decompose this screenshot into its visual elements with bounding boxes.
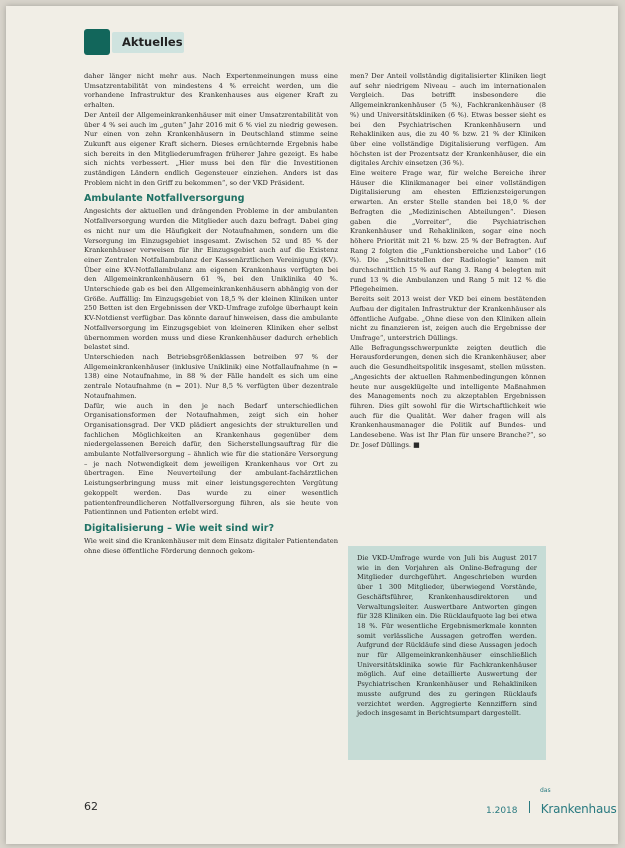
info-box-text: Die VKD-Umfrage wurde von Juli bis August 2017 wie in den Vorjahren als Online-Befragung der Mitglieder durchgeführt. Angeschrieben wurden über 1 300 Mitglieder, überwiegend Vorstände, Geschäftsführer, Krankenhausdirektoren und Verwaltungsleiter. Auswertbare Antworten gingen für 328 Kliniken ein. Die Rücklaufquote lag bei etwa 18 %. Für wesentliche Ergebnismerkmale konnten somit verlässliche Aussagen getroffen werden. Aufgrund der Rückläufe sind diese Aussagen jedoch nur für Allgemeinkrankenhäuser einschließlich Universitätsklinika sowie für Fachkrankenhäuser möglich. Auf eine detaillierte Auswertung der Psychiatrischen Krankenhäuser und Rehakliniken musste aufgrund des zu geringen Rücklaufs verzichtet werden. Aggregierte Kennziffern sind jedoch insgesamt in Berichtsumpart dargestellt. bbox=[357, 554, 537, 718]
paragraph: Dafür, wie auch in den je nach Bedarf unterschiedlichen Organisationsformen der Notaufnahmen, zeigt sich ein hoher Organisationsgrad. Der VKD plädiert angesichts der strukturellen und fachlichen Möglichkeiten an Krankenhaus gegenüber dem niedergelassenen Bereich dafür, den Sicherstellungsauftrag für die ambulante Notfallversorgung – ähnlich wie für die stationäre Versorgung – je nach Notwendigkeit dem jeweiligen Krankenhaus vor Ort zu übertragen. Eine Neuverteilung der ambulant-fachärztlichen Leistungserbringung muss mit einer leistungsgerechten Vergütung gekoppelt werden. Das wurde zu einer wesentlich patientenfreundlicheren Notfallversorgung führen, als sie heute von Patientinnen und Patienten erlebt wird. bbox=[84, 401, 338, 517]
paragraph: Eine weitere Frage war, für welche Bereiche ihrer Häuser die Klinikmanager bei einer vollständigen Digitalisierung am ehesten Effizienzsteigerungen erwarten. An erster Stelle standen bei 18,0 % der Befragten die „Medizinischen Abteilungen“. Diesen gaben die „Vorreiter“, die Psychiatrischen Krankenhäuser und Rehakliniken, sogar eine noch höhere Priorität mit 21 % bzw. 25 % der Befragten. Auf Rang 2 folgten die „Funktionsbereiche und Labor“ (16 %). Die „Schnittstellen der Radiologie“ kamen mit durchschnittlich 15 % auf Rang 3. Rang 4 belegten mit rund 13 % die Ambulanzen und Rang 5 mit 12 % die Pflegeheimen. bbox=[350, 169, 546, 294]
magazine-logo-prefix: das bbox=[540, 787, 551, 794]
paragraph-text: Alle Befragungsschwerpunkte zeigten deutlich die Herausforderungen, denen sich die Krankenhäuser, aber auch die Gesundheitspolitik insgesamt, stellen müssten. „Angesichts der aktuellen Rahmenbedingungen können heute nur ausgeklügelte und intelligente Maßnahmen des Managements noch zu akzeptablen Ergebnissen führen. Dies gilt sowohl für die Wirtschaftlichkeit wie auch für die Qualität. Wer daher fragen will als Krankenhausmanager die Politik auf Bundes- und Landesebene. Was ist Ihr Plan für unsere Branche?“, so Dr. Josef Düllings. bbox=[350, 343, 546, 449]
subheading-notfallversorgung: Ambulante Notfallversorgung bbox=[84, 193, 245, 205]
right-column bbox=[350, 72, 546, 450]
paragraph: Wie weit sind die Krankenhäuser mit dem Einsatz digitaler Patientendaten ohne diese öffentliche Förderung dennoch gekom- bbox=[84, 536, 338, 555]
footer-branding bbox=[486, 787, 617, 816]
section-label: Aktuelles bbox=[112, 32, 184, 53]
page-number: 62 bbox=[84, 800, 98, 813]
paragraph: men? Der Anteil vollständig digitalisierter Kliniken liegt auf sehr niedrigem Niveau – auch im internationalen Vergleich. Das betrifft insbesondere die Allgemeinkrankenhäuser (5 %), Fachkrankenhäuser (8 %) und Universitätskliniken (6 %). Etwas besser sieht es bei den Psychiatrischen Krankenhäusern und Rehakliniken aus, die zu 40 % bzw. 21 % der Kliniken über eine vollständige Digitalisierung verfügen. Am höchsten ist der Prozentsatz der Krankenhäuser, die ein digitales Archiv einsetzen (36 %). bbox=[350, 72, 546, 168]
paragraph bbox=[350, 344, 546, 451]
paragraph: Angesichts der aktuellen und drängenden Probleme in der ambulanten Notfallversorgung wurden die Mitglieder auch dazu befragt. Dabei ging es nicht nur um die Häufigkeit der Notaufnahmen, sondern um die Versorgung im Einzugsgebiet insgesamt. Zwischen 52 und 85 % der Krankenhäuser verweisen für ihr Einzugsgebiet auch auf die Existenz einer Zentralen Notfallambulanz der Kassenärztlichen Vereinigung (KV). Über eine KV-Notfallambulanz am eigenen Krankenhaus verfügten bei den Allgemeinkrankenhäusern 61 %, bei den Uniklinika 40 %. Unterschiede gab es bei den Allgemeinkrankenhäusern abhängig von der Größe. Auffällig: Im Einzugsgebiet von 18,5 % der kleinen Kliniken unter 250 Betten ist den Ergebnissen der VKD-Umfrage zufolge überhaupt kein KV-Notdienst verfügbar. Das könnte darauf hinweisen, dass die ambulante Notfallversorgung im Einzugsgebiet von kleineren Kliniken eher selbst übernommen worden muss und diese Krankenhäuser dadurch erheblich belastet sind. bbox=[84, 207, 338, 352]
issue-number: 1.2018 bbox=[486, 806, 518, 816]
survey-info-box bbox=[348, 546, 546, 760]
end-of-article-mark: ■ bbox=[413, 440, 420, 449]
paragraph: daher länger nicht mehr aus. Nach Expertenmeinungen muss eine Umsatzrentabilität von mindestens 4 % erreicht werden, um die vorhandene Infrastruktur des Krankenhauses aus eigener Kraft zu erhalten. bbox=[84, 72, 338, 110]
paragraph: Unterschieden nach Betriebsgrößenklassen betreiben 97 % der Allgemeinkrankenhäuser (inklusive Uniklinik) eine Notfallaufnahme (n = 138) eine Notaufnahme, in 88 % der Fälle handelt es sich um eine zentrale Notaufnahme (n = 201). Nur 8,5 % verfügten über dezentrale Notaufnahmen. bbox=[84, 352, 338, 400]
magazine-logo: Krankenhaus bbox=[540, 802, 617, 816]
paragraph: Der Anteil der Allgemeinkrankenhäuser mit einer Umsatzrentabilität von über 4 % sei auch im „guten“ Jahr 2016 mit 6 % viel zu niedrig gewesen. Nur einen von zehn Krankenhäusern in Deutschland stimme seine Zukunft aus eigener Kraft sichern. Dieses ernüchternde Ergebnis habe sich bereits in den Mitgliederumfragen früherer Jahre gezeigt. Es habe sich nichts verbessert. „Hier muss bei den für die Investitionen zuständigen Ländern endlich Gegensteuer einziehen. Anders ist das Problem nicht in den Griff zu bekommen“, so der VKD Präsident. bbox=[84, 110, 338, 187]
left-column bbox=[84, 72, 338, 556]
paragraph: Bereits seit 2013 weist der VKD bei einem bestätenden Aufbau der digitalen Infrastruktur der Krankenhäuser als öffentliche Aufgabe. „Ohne diese von den Kliniken allein nicht zu finanzieren ist, zeigen auch die Ergebnisse der Umfrage“, unterstrich Düllings. bbox=[350, 295, 546, 342]
section-marker-square bbox=[84, 29, 110, 55]
footer-divider bbox=[529, 801, 530, 813]
subheading-digitalisierung: Digitalisierung – Wie weit sind wir? bbox=[84, 522, 275, 534]
magazine-page bbox=[6, 6, 618, 844]
